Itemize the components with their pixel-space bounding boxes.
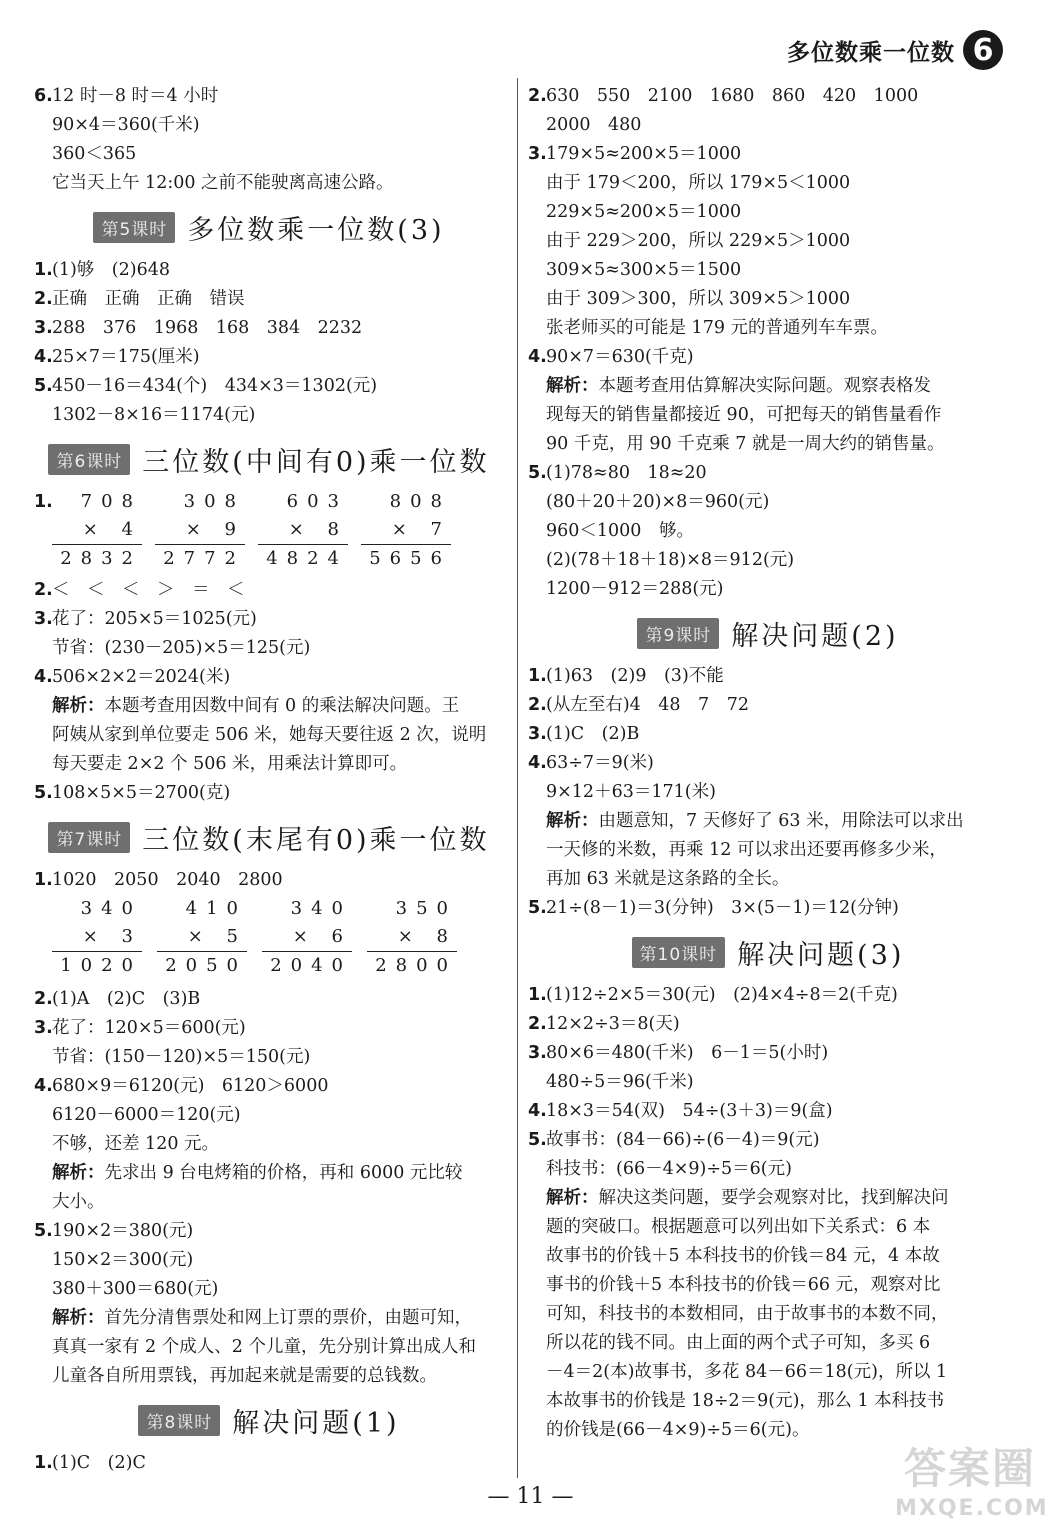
answer-line: 1.1020 2050 2040 2800 (34, 870, 283, 890)
analysis-line: 再加 63 米就是这条路的全长。 (546, 869, 790, 889)
analysis-line: 解析：本题考查用因数中间有 0 的乘法解决问题。王 (52, 696, 460, 716)
vertical-multiplication: 708 × 4 2832 (52, 488, 142, 573)
answer-line: 由于 229＞200，所以 229×5＞1000 (546, 231, 851, 251)
answer-line: 4.63÷7＝9(米) (528, 753, 654, 773)
section-heading (34, 810, 504, 864)
analysis-line: 故事书的价钱＋5 本科技书的价钱＝84 元，4 本故 (546, 1246, 940, 1266)
answer-line: 2.(从左至右)4 48 7 72 (528, 695, 749, 715)
answer-line: 5.450－16＝434(个) 434×3＝1302(元) (34, 376, 378, 396)
analysis-line: 一天修的米数，再乘 12 可以求出还要再修多少米， (546, 840, 947, 860)
answer-line: 5.108×5×5＝2700(克) (34, 783, 231, 803)
vertical-multiplication: 410 × 5 2050 (157, 895, 247, 985)
page-number: — 11 — (487, 1484, 574, 1509)
answer-line: 3.花了：120×5＝600(元) (34, 1018, 246, 1038)
lesson-badge: 第10课时 (632, 937, 726, 968)
right-column (528, 82, 1008, 1445)
answer-line: 4.506×2×2＝2024(米) (34, 667, 231, 687)
answer-line: 90×4＝360(千米) (52, 115, 200, 135)
vertical-multiplication: 340 × 3 1020 (52, 895, 142, 985)
lesson-badge: 第9课时 (637, 618, 719, 649)
analysis-line: 现每天的销售量都接近 90，可把每天的销售量看作 (546, 405, 942, 425)
answer-line: 3.花了：205×5＝1025(元) (34, 609, 257, 629)
vertical-multiplication-row: 1. 708 × 4 2832 308 × 9 2772 603 × 8 4824 808 × 7 5656 (34, 488, 504, 576)
analysis-line: 解析：由题意知，7 天修好了 63 米，用除法可以求出 (546, 811, 964, 831)
answer-line: 它当天上午 12:00 之前不能驶离高速公路。 (52, 173, 394, 193)
analysis-line: －4＝2(本)故事书，多花 84－66＝18(元)，所以 1 (546, 1362, 948, 1382)
answer-line: 960＜1000 够。 (546, 521, 694, 541)
answer-line: 3.(1)C (2)B (528, 724, 640, 744)
section-heading (34, 432, 504, 486)
lesson-badge: 第8课时 (138, 1405, 220, 1436)
answer-line: (80＋20＋20)×8＝960(元) (546, 492, 770, 512)
analysis-line: 解析：本题考查用估算解决实际问题。观察表格发 (546, 376, 931, 396)
answer-line: 5.故事书：(84－66)÷(6－4)＝9(元) (528, 1130, 820, 1150)
answer-line: (2)(78＋18＋18)×8＝912(元) (546, 550, 795, 570)
answer-line: 5.(1)78≈80 18≈20 (528, 463, 707, 483)
vertical-multiplication-row (34, 895, 504, 985)
answer-line: 2.＜ ＜ ＜ ＞ ＝ ＜ (34, 580, 245, 600)
vertical-multiplication: 308 × 9 2772 (155, 488, 245, 573)
answer-line: 229×5≈200×5＝1000 (546, 202, 742, 222)
analysis-line: 真真一家有 2 个成人、2 个儿童，先分别计算出成人和 (52, 1337, 476, 1357)
analysis-line: 所以花的钱不同。由上面的两个式子可知，多买 6 (546, 1333, 931, 1353)
answer-line: 1.(1)够 (2)648 (34, 260, 170, 280)
answer-line: 5.21÷(8－1)＝3(分钟) 3×(5－1)＝12(分钟) (528, 898, 899, 918)
watermark-url: MXQE.COM (895, 1496, 1049, 1521)
answer-line: 节省：(230－205)×5＝125(元) (52, 638, 311, 658)
answer-line: 1.(1)63 (2)9 (3)不能 (528, 666, 724, 686)
vertical-multiplication: 350 × 8 2800 (367, 895, 457, 985)
answer-line: 张老师买的可能是 179 元的普通列车车票。 (546, 318, 889, 338)
analysis-line: 阿姨从家到单位要走 506 米，她每天要往返 2 次，说明 (52, 725, 487, 745)
answer-line: 3.288 376 1968 168 384 2232 (34, 318, 363, 338)
answer-line: 480÷5＝96(千米) (546, 1072, 694, 1092)
analysis-line: 儿童各自所用票钱，再加起来就是需要的总钱数。 (52, 1366, 437, 1386)
vertical-multiplication: 340 × 6 2040 (262, 895, 352, 985)
answer-line: 4.90×7＝630(千克) (528, 347, 694, 367)
watermark-logo (895, 1436, 1049, 1526)
watermark-text: 答案圈 (903, 1444, 1036, 1493)
analysis-line: 解析：首先分清售票处和网上订票的票价，由题可知， (52, 1308, 472, 1328)
analysis-line: 每天要走 2×2 个 506 米，用乘法计算即可。 (52, 754, 408, 774)
answer-line: 5.190×2＝380(元) (34, 1221, 194, 1241)
answer-line: 9×12＋63＝171(米) (546, 782, 716, 802)
section-heading (528, 606, 1008, 660)
analysis-line: 大小。 (52, 1192, 105, 1212)
analysis-line: 本故事书的价钱是 18÷2＝9(元)，那么 1 本科技书 (546, 1391, 945, 1411)
vertical-multiplication: 808 × 7 5656 (361, 488, 451, 573)
analysis-line: 的价钱是(66－4×9)÷5＝6(元)。 (546, 1420, 810, 1440)
answer-line: 150×2＝300(元) (52, 1250, 194, 1270)
section-title: 多位数乘一位数(3) (187, 214, 445, 246)
answer-line: 由于 309＞300，所以 309×5＞1000 (546, 289, 851, 309)
answer-line: 4.18×3＝54(双) 54÷(3＋3)＝9(盒) (528, 1101, 833, 1121)
answer-line: 2000 480 (546, 115, 642, 135)
page-header (787, 28, 1003, 72)
section-heading (34, 200, 504, 254)
answer-line: 节省：(150－120)×5＝150(元) (52, 1047, 311, 1067)
analysis-line: 解析：解决这类问题，要学会观察对比，找到解决问 (546, 1188, 949, 1208)
answer-line: 1200－912＝288(元) (546, 579, 724, 599)
section-heading (34, 1393, 504, 1447)
column-divider (517, 78, 518, 1478)
lesson-badge: 第7课时 (48, 822, 130, 853)
section-title: 三位数(中间有0)乘一位数 (142, 446, 490, 478)
section-title: 解决问题(2) (731, 620, 899, 652)
analysis-line: 90 千克，用 90 千克乘 7 就是一周大约的销售量。 (546, 434, 945, 454)
unit-number-badge: 6 (963, 30, 1003, 70)
section-heading (528, 925, 1008, 979)
answer-line: 3.179×5≈200×5＝1000 (528, 144, 742, 164)
section-title: 三位数(末尾有0)乘一位数 (142, 824, 490, 856)
analysis-line: 题的突破口。根据题意可以列出如下关系式：6 本 (546, 1217, 931, 1237)
left-column (34, 82, 504, 1478)
lesson-badge: 第6课时 (48, 444, 130, 475)
answer-line: 1.(1)C (2)C (34, 1453, 146, 1473)
analysis-line: 事书的价钱＋5 本科技书的价钱＝66 元，观察对比 (546, 1275, 941, 1295)
answer-line: 不够，还差 120 元。 (52, 1134, 220, 1154)
section-title: 解决问题(1) (232, 1407, 400, 1439)
vertical-multiplication: 603 × 8 4824 (258, 488, 348, 573)
answer-line: 2.12×2÷3＝8(天) (528, 1014, 680, 1034)
answer-line: 1.(1)12÷2×5＝30(元) (2)4×4÷8＝2(千克) (528, 985, 898, 1005)
answer-line: 3.80×6＝480(千米) 6－1＝5(小时) (528, 1043, 829, 1063)
answer-line: 6.12 时－8 时＝4 小时 (34, 86, 219, 106)
answer-line: 科技书：(66－4×9)÷5＝6(元) (546, 1159, 792, 1179)
chapter-title: 多位数乘一位数 (787, 39, 955, 66)
analysis-line: 可知，科技书的本数相同，由于故事书的本数不同， (546, 1304, 949, 1324)
answer-line: 6120－6000＝120(元) (52, 1105, 241, 1125)
answer-line: 4.25×7＝175(厘米) (34, 347, 200, 367)
answer-line: 1302－8×16＝1174(元) (52, 405, 256, 425)
answer-line: 2.630 550 2100 1680 860 420 1000 (528, 86, 919, 106)
answer-line: 由于 179＜200，所以 179×5＜1000 (546, 173, 851, 193)
answer-line: 4.680×9＝6120(元) 6120＞6000 (34, 1076, 329, 1096)
answer-line: 309×5≈300×5＝1500 (546, 260, 742, 280)
answer-line: 2.正确 正确 正确 错误 (34, 289, 245, 309)
answer-line: 360＜365 (52, 144, 137, 164)
section-title: 解决问题(3) (737, 939, 905, 971)
answer-line: 2.(1)A (2)C (3)B (34, 989, 201, 1009)
lesson-badge: 第5课时 (93, 212, 175, 243)
answer-line: 380＋300＝680(元) (52, 1279, 219, 1299)
analysis-line: 解析：先求出 9 台电烤箱的价格，再和 6000 元比较 (52, 1163, 463, 1183)
